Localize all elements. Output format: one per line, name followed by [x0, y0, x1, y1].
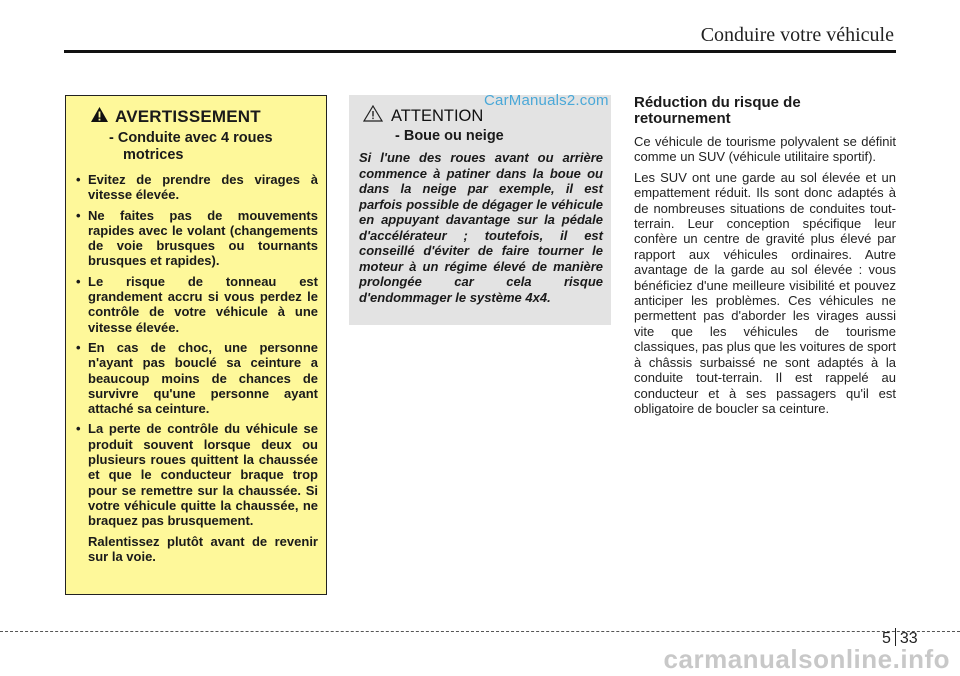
attention-subtitle: - Boue ou neige — [395, 128, 504, 144]
warning-subtitle — [109, 130, 318, 164]
warning-subtitle-line1: - Conduite avec 4 roues — [109, 130, 273, 146]
warning-item: • Evitez de prendre des virages à vitesse élevée. — [76, 172, 318, 203]
footer-rule — [0, 631, 960, 632]
warning-header — [90, 106, 318, 128]
warning-box — [65, 95, 327, 595]
rollover-section — [634, 95, 896, 421]
chapter-number: 5 — [882, 630, 891, 647]
warning-item: • Le risque de tonneau est grandement accru si vous perdez le contrôle de votre véhicule à une vitesse élevée. — [76, 274, 318, 335]
warning-item: • Ne faites pas de mouvements rapides avec le volant (changements de voie brusques ou tournants brusques et rapides). — [76, 208, 318, 269]
warning-title: AVERTISSEMENT — [115, 107, 261, 126]
warning-triangle-icon — [90, 106, 109, 128]
watermark-bottom: carmanualsonline.info — [663, 644, 950, 674]
page-number-value: 33 — [899, 630, 918, 647]
warning-list — [76, 172, 318, 529]
warning-item: • En cas de choc, une personne n'ayant pas bouclé sa ceinture a beaucoup moins de chances de survivre qu'une personne ayant attaché sa ceinture. — [76, 340, 318, 416]
warning-item: • La perte de contrôle du véhicule se produit souvent lorsque deux ou plusieurs roues quittent la chaussée et que le conducteur braque trop pour se remettre sur la chaussée. Si votre véhicule quitte la chaussée, ne braquez pas brusquement. — [76, 421, 318, 528]
attention-box — [349, 95, 611, 325]
chapter-header-title: Conduire votre véhicule — [700, 24, 894, 46]
section-paragraph: Ce véhicule de tourisme polyvalent se définit comme un SUV (véhicule utilitaire sportif). — [634, 134, 896, 165]
watermark-top: CarManuals2.com — [484, 92, 609, 109]
section-title: Réduction du risque de retournement — [634, 94, 801, 127]
warning-subtitle-line2: motrices — [123, 147, 184, 163]
caution-triangle-icon — [363, 105, 383, 127]
warning-extra: Ralentissez plutôt avant de revenir sur la voie. — [88, 533, 318, 564]
header-rule — [64, 50, 896, 53]
section-paragraph: Les SUV ont une garde au sol élevée et un empattement réduit. Ils sont donc adaptés à de nombreuses situations de conduites tout-terrain. Leur conception spécifique leur confère un centre de gravité plus élevé par rapport aux véhicules ordinaires. Autre avantage de la garde au sol élevée : vous bénéficiez d'une meilleure visibilité et pouvez anticiper les problèmes. Ces véhicules ne permettent pas d'aborder les virages aussi vite que les véhicules de tourisme classiques, pas plus que les voitures de sport à châssis surbaissé ne sont adaptés à la conduite tout-terrain. Il est rappelé au conducteur et à ses passagers qu'il est obligatoire de boucler sa ceinture. — [634, 169, 896, 416]
attention-title: ATTENTION — [391, 106, 484, 125]
attention-body: Si l'une des roues avant ou arrière commence à patiner dans la boue ou dans la neige par exemple, il est parfois possible de dégager le véhicule en appuyant davantage sur la pédale d'accélérateur ; toutefois, il est conseillé d'éviter de faire tourner le moteur à un régime élevé de manière prolongée car cela risque d'endommager le système 4x4. — [359, 150, 603, 305]
